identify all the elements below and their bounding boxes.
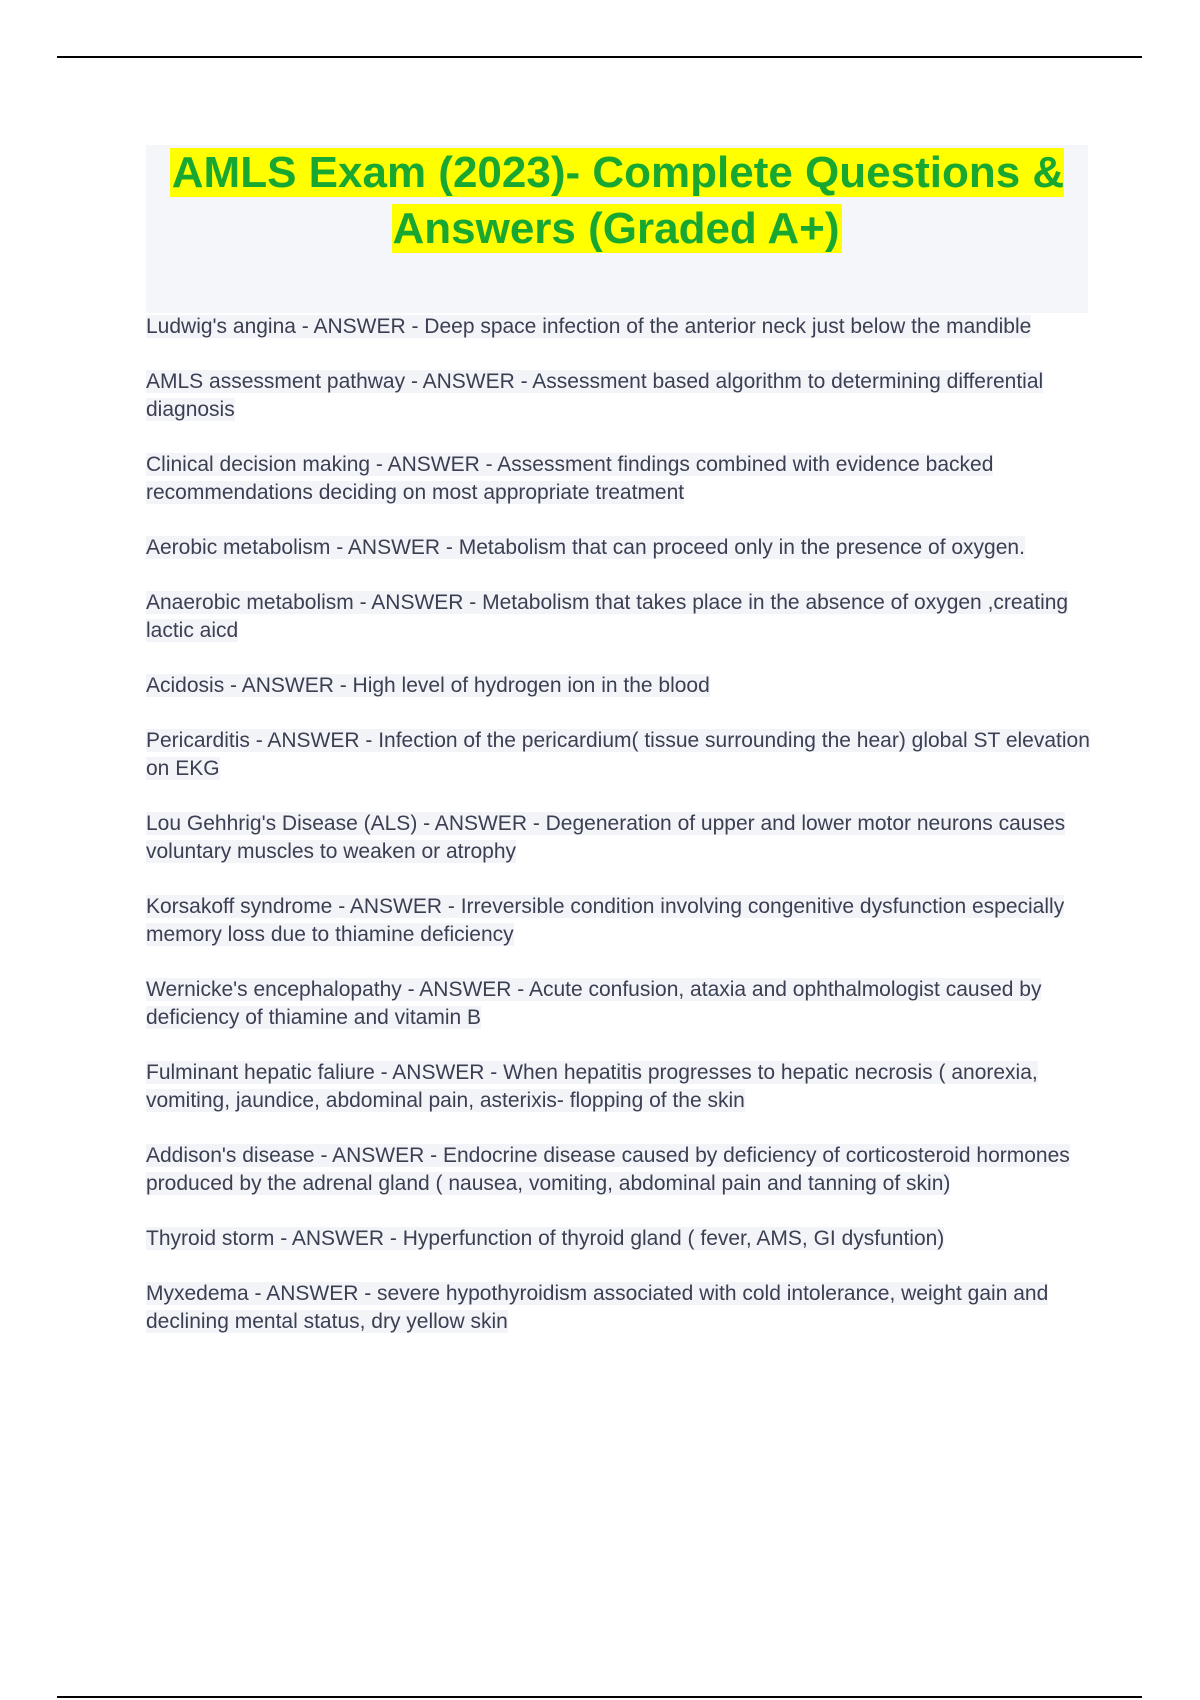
- qa-entry: [146, 368, 1096, 424]
- qa-entry: [146, 589, 1096, 645]
- qa-entry-text: Addison's disease - ANSWER - Endocrine disease caused by deficiency of corticosteroid hormones produced by the adrenal gland ( nausea, vomiting, abdominal pain and tanning of skin): [146, 1144, 1070, 1195]
- qa-entry: [146, 893, 1096, 949]
- qa-entry: [146, 534, 1096, 562]
- qa-entry-text: Fulminant hepatic faliure - ANSWER - When hepatitis progresses to hepatic necrosis ( anorexia, vomiting, jaundice, abdominal pain, asterixis- flopping of the skin: [146, 1061, 1038, 1112]
- qa-entry-text: Wernicke's encephalopathy - ANSWER - Acute confusion, ataxia and ophthalmologist caused by deficiency of thiamine and vitamin B: [146, 978, 1042, 1029]
- qa-entry-text: Ludwig's angina - ANSWER - Deep space infection of the anterior neck just below the mandible: [146, 315, 1032, 338]
- qa-list: [146, 313, 1096, 1363]
- qa-entry-text: Lou Gehhrig's Disease (ALS) - ANSWER - Degeneration of upper and lower motor neurons causes voluntary muscles to weaken or atrophy: [146, 812, 1066, 863]
- qa-entry: [146, 451, 1096, 507]
- qa-entry-text: Korsakoff syndrome - ANSWER - Irreversible condition involving congenitive dysfunction especially memory loss due to thiamine deficiency: [146, 895, 1065, 946]
- qa-entry: [146, 727, 1096, 783]
- qa-entry: [146, 1059, 1096, 1115]
- qa-entry-text: Myxedema - ANSWER - severe hypothyroidism associated with cold intolerance, weight gain and declining mental status, dry yellow skin: [146, 1282, 1049, 1333]
- qa-entry: [146, 672, 1096, 700]
- top-rule: [57, 56, 1142, 58]
- qa-entry: [146, 1142, 1096, 1198]
- qa-entry-text: AMLS assessment pathway - ANSWER - Assessment based algorithm to determining differential diagnosis: [146, 370, 1044, 421]
- qa-entry-text: Thyroid storm - ANSWER - Hyperfunction of thyroid gland ( fever, AMS, GI dysfuntion): [146, 1227, 945, 1250]
- qa-entry: [146, 1225, 1096, 1253]
- qa-entry: [146, 1280, 1096, 1336]
- qa-entry-text: Pericarditis - ANSWER - Infection of the pericardium( tissue surrounding the hear) global ST elevation on EKG: [146, 729, 1090, 780]
- qa-entry: [146, 313, 1096, 341]
- qa-entry: [146, 976, 1096, 1032]
- qa-entry-text: Acidosis - ANSWER - High level of hydrogen ion in the blood: [146, 674, 710, 697]
- bottom-rule: [57, 1696, 1142, 1698]
- qa-entry-text: Anaerobic metabolism - ANSWER - Metabolism that takes place in the absence of oxygen ,creating lactic aicd: [146, 591, 1069, 642]
- qa-entry-text: Clinical decision making - ANSWER - Assessment findings combined with evidence backed recommendations deciding on most appropriate treatment: [146, 453, 994, 504]
- qa-entry: [146, 810, 1096, 866]
- qa-entry-text: Aerobic metabolism - ANSWER - Metabolism that can proceed only in the presence of oxygen.: [146, 536, 1025, 559]
- document-title: AMLS Exam (2023)- Complete Questions & Answers (Graded A+): [171, 148, 1065, 253]
- title-block: [146, 145, 1088, 313]
